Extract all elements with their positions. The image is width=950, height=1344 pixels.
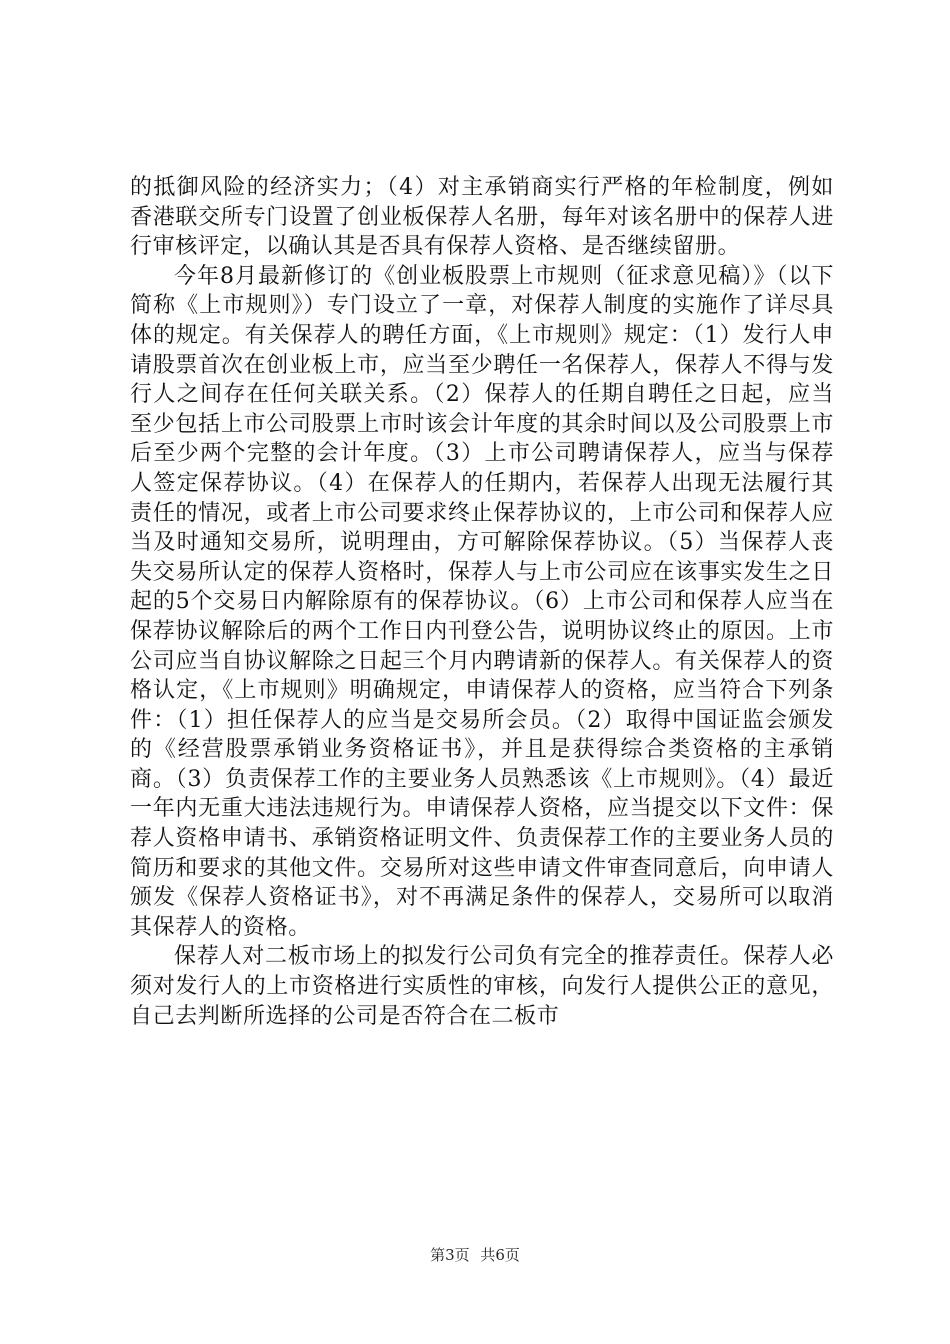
page-footer — [0, 1244, 950, 1265]
page-total: 共6页 — [480, 1246, 520, 1264]
paragraph-sponsor-responsibility: 保荐人对二板市场上的拟发行公司负有完全的推荐责任。保荐人必须对发行人的上市资格进行实质性的审核，向发行人提供公正的意见，自己去判断所选择的公司是否符合在二板市 — [130, 944, 834, 1029]
document-body — [130, 173, 834, 1031]
paragraph-continuation: 的抵御风险的经济实力；（4）对主承销商实行严格的年检制度，例如香港联交所专门设置了创业板保荐人名册，每年对该名册中的保荐人进行审核评定，以确认其是否具有保荐人资格、是否继续留册。 — [130, 175, 834, 260]
paragraph-listing-rules: 今年8月最新修订的《创业板股票上市规则（征求意见稿）》（以下简称《上市规则》）专门设立了一章，对保荐人制度的实施作了详尽具体的规定。有关保荐人的聘任方面，《上市规则》规定：（1）发行人申请股票首次在创业板上市，应当至少聘任一名保荐人，保荐人不得与发行人之间存在任何关联关系。（2）保荐人的任期自聘任之日起，应当至少包括上市公司股票上市时该会计年度的其余时间以及公司股票上市后至少两个完整的会计年度。（3）上市公司聘请保荐人，应当与保荐人签定保荐协议。（4）在保荐人的任期内，若保荐人出现无法履行其责任的情况，或者上市公司要求终止保荐协议的，上市公司和保荐人应当及时通知交易所，说明理由，方可解除保荐协议。（5）当保荐人丧失交易所认定的保荐人资格时，保荐人与上市公司应在该事实发生之日起的5个交易日内解除原有的保荐协议。（6）上市公司和保荐人应当在保荐协议解除后的两个工作日内刊登公告，说明协议终止的原因。上市公司应当自协议解除之日起三个月内聘请新的保荐人。有关保荐人的资格认定，《上市规则》明确规定，申请保荐人的资格，应当符合下列条件：（1）担任保荐人的应当是交易所会员。（2）取得中国证监会颁发的《经营股票承销业务资格证书》，并且是获得综合类资格的主承销商。（3）负责保荐工作的主要业务人员熟悉该《上市规则》。（4）最近一年内无重大违法违规行为。申请保荐人资格，应当提交以下文件：保荐人资格申请书、承销资格证明文件、负责保荐工作的主要业务人员的简历和要求的其他文件。交易所对这些申请文件审查同意后，向申请人颁发《保荐人资格证书》，对不再满足条件的保荐人，交易所可以取消其保荐人的资格。 — [130, 263, 834, 940]
page-number: 第3页 — [430, 1246, 470, 1264]
